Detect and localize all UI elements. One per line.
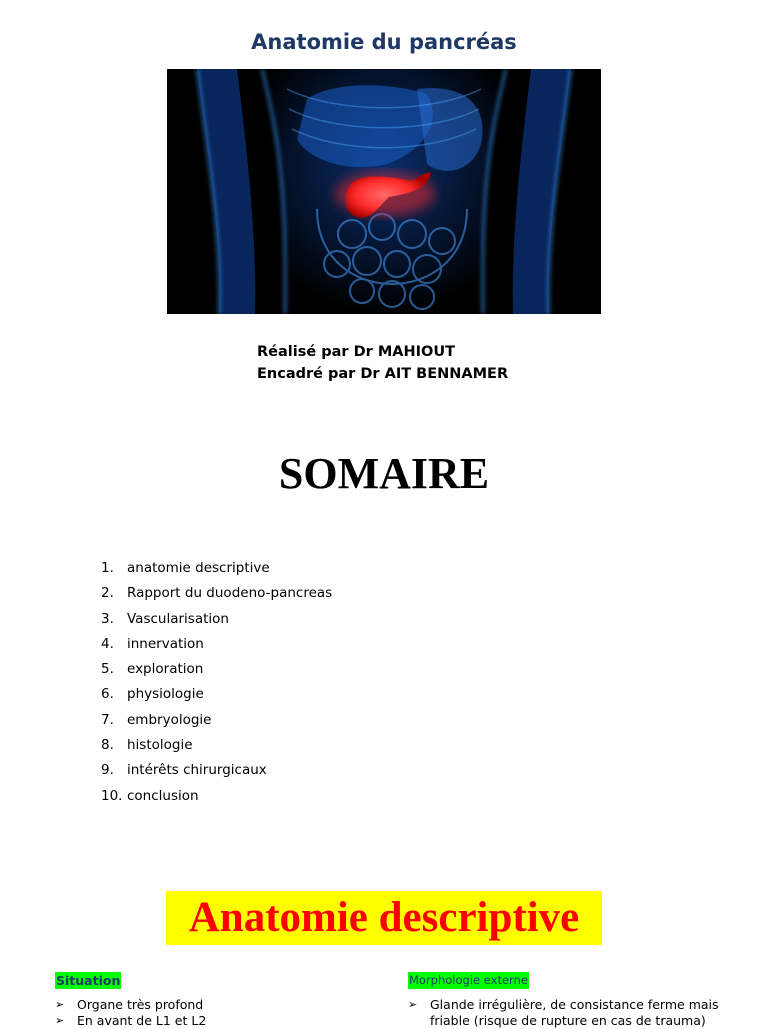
arrowhead-bullet-icon: ➢ [408, 998, 418, 1011]
toc-item-number: 2. [101, 585, 114, 602]
toc-item-label: exploration [127, 661, 204, 678]
toc-item [101, 683, 332, 708]
author-line-2: Encadré par Dr AIT BENNAMER [257, 366, 509, 382]
table-of-contents [101, 557, 332, 810]
toc-item-label: innervation [127, 635, 204, 652]
author-line-1: Réalisé par Dr MAHIOUT [257, 344, 456, 360]
morphology-list [408, 997, 728, 1029]
toc-item-number: 9. [101, 762, 114, 779]
toc-item-label: conclusion [127, 787, 199, 804]
situation-list [55, 997, 355, 1029]
toc-item-number: 10. [101, 787, 123, 804]
list-item-text: Glande irrégulière, de consistance ferme mais friable (risque de rupture en cas de trauma) [430, 997, 719, 1028]
morphology-heading: Morphologie externe [409, 973, 528, 987]
toc-item [101, 709, 332, 734]
section-heading: Anatomie descriptive [166, 891, 602, 945]
list-item [55, 1013, 355, 1029]
toc-item [101, 759, 332, 784]
toc-item-number: 1. [101, 560, 114, 576]
list-item-text: Organe très profond [77, 997, 204, 1012]
arrowhead-bullet-icon: ➢ [55, 1014, 65, 1027]
list-item [55, 997, 355, 1013]
toc-item-number: 6. [101, 686, 114, 703]
toc-item-label: histologie [127, 737, 193, 754]
toc-item-label: Rapport du duodeno-pancreas [127, 585, 333, 602]
toc-item-number: 7. [101, 711, 114, 728]
arrowhead-bullet-icon: ➢ [55, 998, 65, 1011]
toc-item-number: 4. [101, 635, 114, 652]
toc-item-number: 3. [101, 610, 114, 627]
list-item [408, 997, 728, 1029]
pancreas-illustration [167, 69, 601, 314]
toc-item [101, 658, 332, 683]
toc-item-label: intérêts chirurgicaux [127, 762, 267, 779]
list-item-text: En avant de L1 et L2 [77, 1013, 207, 1028]
toc-item [101, 582, 332, 607]
toc-item-label: embryologie [127, 711, 212, 728]
toc-item [101, 633, 332, 658]
toc-item-number: 5. [101, 661, 114, 678]
authors-block [257, 341, 508, 385]
toc-item-label: anatomie descriptive [127, 560, 270, 576]
situation-heading: Situation [56, 973, 121, 988]
toc-item [101, 557, 332, 582]
toc-item-label: physiologie [127, 686, 204, 703]
toc-title: SOMAIRE [278, 449, 490, 498]
toc-item [101, 608, 332, 633]
document-title: Anatomie du pancréas [251, 30, 517, 54]
situation-column [55, 972, 355, 1029]
toc-item-number: 8. [101, 737, 114, 754]
toc-item-label: Vascularisation [127, 610, 229, 627]
toc-item [101, 734, 332, 759]
toc-item [101, 785, 332, 810]
morphology-column [408, 972, 728, 1029]
